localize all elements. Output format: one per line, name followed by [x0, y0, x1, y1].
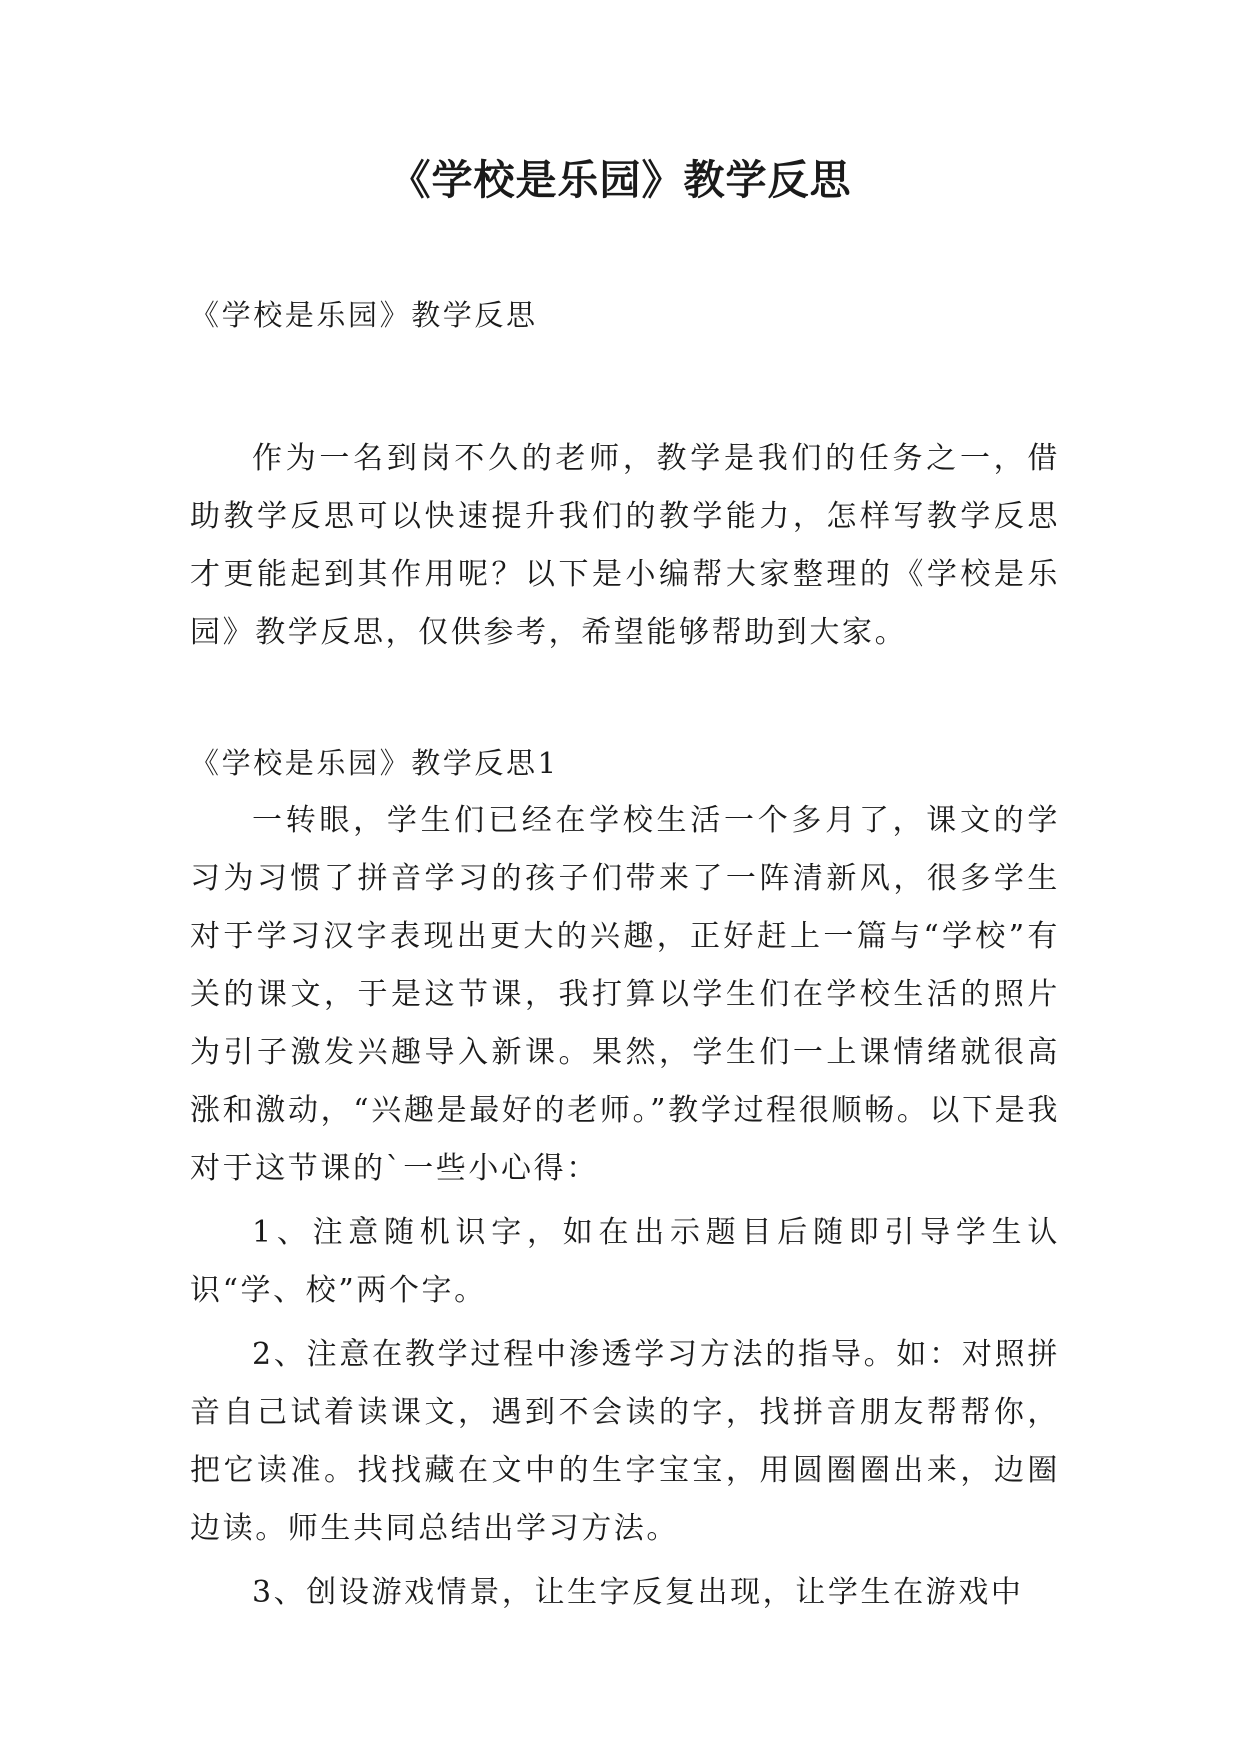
document-body	[190, 286, 1060, 1622]
spacer	[190, 662, 1060, 734]
section-paragraph: 一转眼，学生们已经在学校生活一个多月了，课文的学习为习惯了拼音学习的孩子们带来了一阵清新风，很多学生对于学习汉字表现出更大的兴趣，正好赶上一篇与“学校”有关的课文，于是这节课，我打算以学生们在学校生活的照片为引子激发兴趣导入新课。果然，学生们一上课情绪就很高涨和激动，“兴趣是最好的老师。”教学过程很顺畅。以下是我对于这节课的`一些小心得：	[190, 803, 1060, 1186]
intro-paragraph: 作为一名到岗不久的老师，教学是我们的任务之一，借助教学反思可以快速提升我们的教学能力，怎样写教学反思才更能起到其作用呢？以下是小编帮大家整理的《学校是乐园》教学反思，仅供参考，希望能够帮助到大家。	[190, 441, 1060, 650]
document-title: 《学校是乐园》教学反思	[389, 156, 852, 204]
section-heading: 《学校是乐园》教学反思1	[190, 746, 559, 780]
spacer	[190, 344, 1060, 430]
list-item: 1、注意随机识字，如在出示题目后随即引导学生认识“学、校”两个字。	[190, 1215, 1060, 1308]
list-item: 3、创设游戏情景，让生字反复出现，让学生在游戏中	[252, 1575, 1024, 1610]
list-item: 2、注意在教学过程中渗透学习方法的指导。如：对照拼音自己试着读课文，遇到不会读的字，找拼音朋友帮帮你，把它读准。找找藏在文中的生字宝宝，用圆圈圈出来，边圈边读。师生共同总结出学习方法。	[190, 1337, 1060, 1546]
document-subtitle: 《学校是乐园》教学反思	[190, 298, 538, 332]
